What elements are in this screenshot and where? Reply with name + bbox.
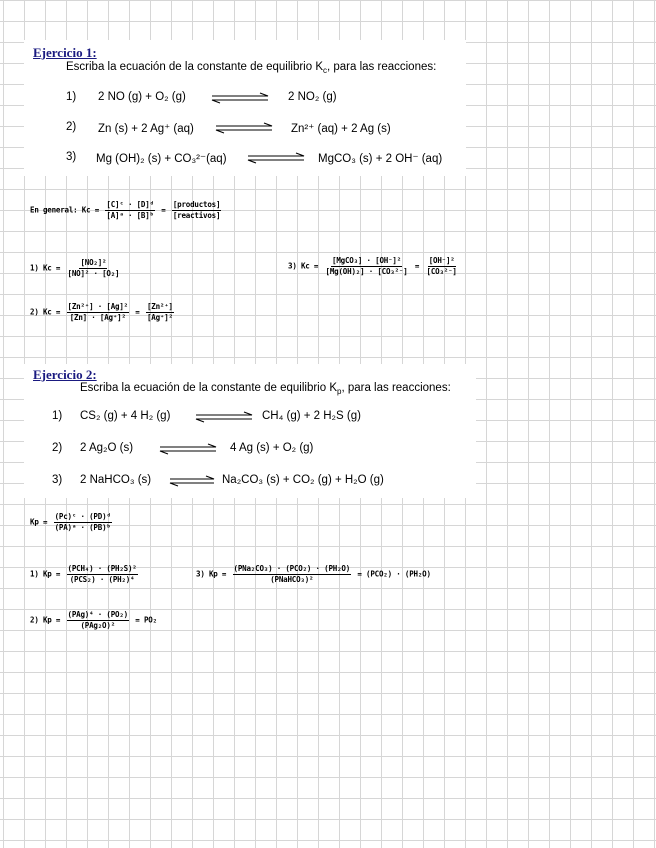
reaction-3-number: 3): [66, 151, 77, 163]
equilibrium-arrow: [194, 411, 254, 423]
kp-general-expression: Kp = $\frac{\text{(Pc)ᶜ · (PD)ᵈ}}{\text{(PA)ᵃ · (PB)ᵇ}}$: [30, 512, 111, 532]
reaction-3-products: Na₂CO₃ (s) + CO₂ (g) + H₂O (g): [222, 474, 384, 486]
reaction-1-number: 1): [52, 410, 63, 422]
equilibrium-arrow: [158, 443, 218, 455]
kc-answer-3: 3) Kc = $\frac{\text{[MgCO₃] · [OH⁻]²}}{\text{[Mg(OH)₂] · [CO₃²⁻]}}$ = $\frac{\text{[OH⁻]²}}{\text{[CO₃²⁻]}}$: [288, 256, 457, 276]
exercise-1-title: Ejercicio 1:: [33, 45, 97, 60]
reaction-3-products: MgCO₃ (s) + 2 OH⁻ (aq): [318, 153, 443, 165]
reaction-2-number: 2): [66, 121, 77, 133]
reaction-2-reactants: 2 Ag₂O (s): [80, 442, 134, 454]
reaction-1-reactants: CS₂ (g) + 4 H₂ (g): [80, 410, 171, 422]
exercise-2-prompt: Escriba la ecuación de la constante de equilibrio $K_p$, para las reacciones:: [80, 382, 451, 396]
reaction-1-products: CH₄ (g) + 2 H₂S (g): [262, 410, 361, 422]
reaction-1-products: 2 NO₂ (g): [288, 91, 337, 103]
kc-general-expression: En general: Kc = $\frac{\text{[C]ᶜ · [D]ᵈ}}{\text{[A]ᵃ · [B]ᵇ}}$ = $\frac{\text{[productos]}}{\text{[reactivos]}}$: [30, 200, 221, 220]
kc-answer-1: 1) Kc = $\frac{\text{[NO₂]²}}{\text{[NO]² · [O₂]}}$: [30, 258, 120, 278]
reaction-3-number: 3): [52, 474, 63, 486]
reaction-2-products: 4 Ag (s) + O₂ (g): [230, 442, 314, 454]
reaction-3-reactants: Mg (OH)₂ (s) + CO₃²⁻(aq): [96, 153, 227, 165]
exercise-1-prompt: Escriba la ecuación de la constante de equilibrio $K_c$, para las reacciones:: [66, 61, 437, 75]
reaction-1-reactants: 2 NO (g) + O₂ (g): [98, 91, 186, 103]
reaction-2-number: 2): [52, 442, 63, 454]
reaction-2-products: Zn²⁺ (aq) + 2 Ag (s): [291, 123, 391, 135]
kp-answer-2: 2) Kp = $\frac{\text{(PAg)⁴ · (PO₂)}}{\text{(PAg₂O)²}}$ = PO₂: [30, 610, 157, 630]
kp-answer-3: 3) Kp = $\frac{\text{(PNa₂CO₃) · (PCO₂) · (PH₂O)}}{\text{(PNaHCO₃)²}}$ = (PCO₂) · (PH₂O): [196, 564, 431, 584]
reaction-2-reactants: Zn (s) + 2 Ag⁺ (aq): [98, 123, 194, 135]
exercise-2-title: Ejercicio 2:: [33, 367, 97, 382]
equilibrium-arrow: [168, 475, 216, 487]
equilibrium-arrow: [214, 122, 274, 134]
equilibrium-arrow: [246, 152, 306, 164]
kc-answer-2: 2) Kc = $\frac{\text{[Zn²⁺] · [Ag]²}}{\text{[Zn] · [Ag⁺]²}}$ = $\frac{\text{[Zn²⁺]}}{\text{[Ag⁺]²}}$: [30, 302, 173, 322]
reaction-1-number: 1): [66, 91, 77, 103]
equilibrium-arrow: [210, 92, 270, 104]
reaction-3-reactants: 2 NaHCO₃ (s): [80, 474, 152, 486]
kp-answer-1: 1) Kp = $\frac{\text{(PCH₄) · (PH₂S)²}}{\text{(PCS₂) · (PH₂)⁴}}$: [30, 564, 137, 584]
